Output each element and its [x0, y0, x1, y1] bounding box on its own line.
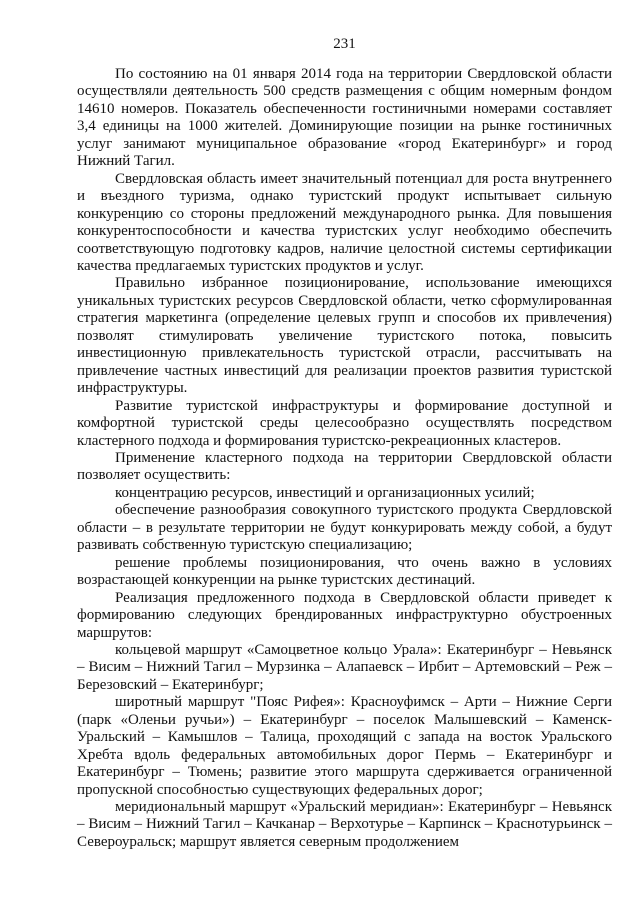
paragraph-branded-routes: Реализация предложенного подхода в Свердловской области приведет к формированию следующих брендированных инфраструктурно обустроенных маршрутов:: [77, 589, 612, 641]
paragraph-tourism-potential: Свердловская область имеет значительный потенциал для роста внутреннего и въездного туризма, однако туристский продукт испытывает сильную конкуренцию со стороны предложений международного рынка. Для повышения конкурентоспособности и качества туристских услуг необходимо обеспечить соответствующую подготовку кадров, наличие целостной системы сертификации качества предлагаемых туристских продуктов и услуг.: [77, 170, 612, 274]
list-item-resource-concentration: концентрацию ресурсов, инвестиций и организационных усилий;: [115, 484, 535, 501]
list-item-product-diversity: обеспечение разнообразия совокупного туристского продукта Свердловской области – в результате территории не будут конкурировать между собой, а будут развивать собственную туристскую специализацию;: [77, 502, 612, 554]
paragraph-cluster-approach: Применение кластерного подхода на территории Свердловской области позволяет осуществить:: [77, 449, 612, 484]
page-number: 231: [333, 36, 356, 52]
document-page: [77, 36, 612, 851]
paragraph-hotel-statistics: По состоянию на 01 января 2014 года на территории Свердловской области осуществляли деятельность 500 средств размещения с общим номерным фондом 14610 номеров. Показатель обеспеченности гостиничными номерами составляет 3,4 единицы на 1000 жителей. Доминирующие позиции на рынке гостиничных услуг занимают муниципальное образование «город Екатеринбург» и город Нижний Тагил.: [77, 66, 612, 170]
list-item-positioning-problem: решение проблемы позиционирования, что очень важно в условиях возрастающей конкуренции на рынке туристских дестинаций.: [77, 554, 612, 589]
paragraph-infrastructure: Развитие туристской инфраструктуры и формирование доступной и комфортной туристской среды целесообразно осуществлять посредством кластерного подхода и формирования туристско-рекреационных кластеров.: [77, 397, 612, 449]
route-latitudinal: широтный маршрут "Пояс Рифея»: Красноуфимск – Арти – Нижние Серги (парк «Оленьи ручьи») – Екатеринбург – поселок Малышевский – Каменск-Уральский – Камышлов – Талица, проходящий с запада на восток Уральского Хребта вдоль федеральных автомобильных дорог Пермь – Екатеринбург и Екатеринбург – Тюмень; развитие этого маршрута сдерживается ограниченной пропускной способностью существующих федеральных дорог;: [77, 694, 612, 798]
route-meridional: меридиональный маршрут «Уральский меридиан»: Екатеринбург – Невьянск – Висим – Нижний Тагил – Качканар – Верхотурье – Карпинск – Краснотурьинск – Североуральск; маршрут является северным продолжением: [77, 799, 612, 850]
paragraph-positioning: Правильно избранное позиционирование, использование имеющихся уникальных туристских ресурсов Свердловской области, четко сформулированная стратегия маркетинга (определение целевых групп и способов их привлечения) позволят стимулировать увеличение туристского потока, повысить инвестиционную привлекательность туристской отрасли, рассчитывать на привлечение частных инвестиций для реализации проектов развития туристской инфраструктуры.: [77, 275, 612, 397]
route-ring: кольцевой маршрут «Самоцветное кольцо Урала»: Екатеринбург – Невьянск – Висим – Нижний Тагил – Мурзинка – Алапаевск – Ирбит – Артемовский – Реж – Березовский – Екатеринбург;: [77, 641, 612, 693]
